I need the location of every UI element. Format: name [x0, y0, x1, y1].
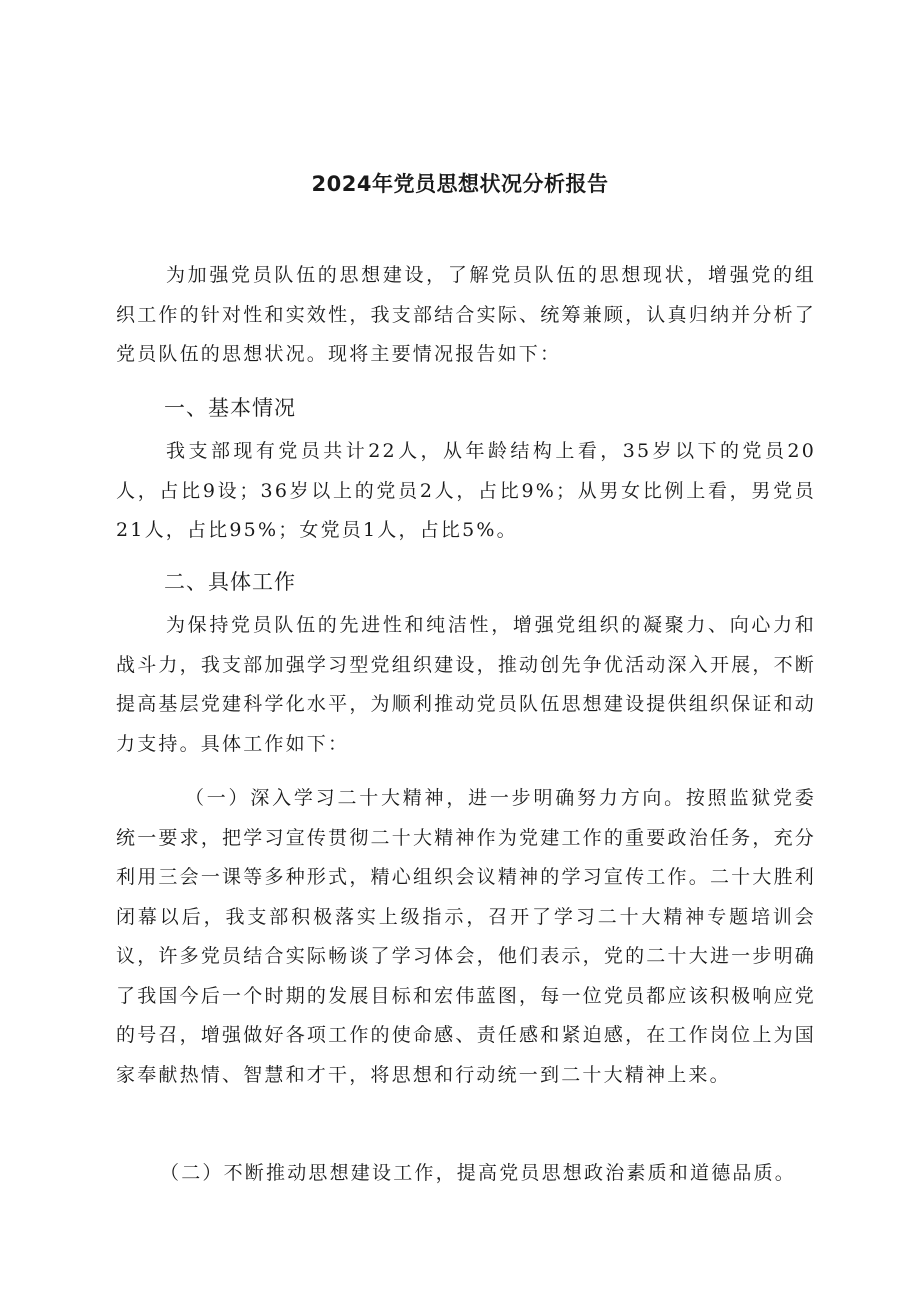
section-body-work: 为保持党员队伍的先进性和纯洁性，增强党组织的凝聚力、向心力和战斗力，我支部加强学习型党组织建设，推动创先争优活动深入开展，不断提高基层党建科学化水平，为顺利推动党员队伍思想建设提供组织保证和动力支持。具体工作如下：: [116, 614, 816, 755]
document-title: 2024年党员思想状况分析报告: [311, 172, 609, 196]
section-heading-work: 二、具体工作: [164, 570, 296, 594]
subsection-paragraph-2: （二）不断推动思想建设工作，提高党员思想政治素质和道德品质。: [160, 1162, 797, 1184]
intro-paragraph: 为加强党员队伍的思想建设，了解党员队伍的思想现状，增强党的组织工作的针对性和实效性，我支部结合实际、统筹兼顾，认真归纳并分析了党员队伍的思想状况。现将主要情况报告如下：: [116, 264, 816, 365]
section-heading-basic: 一、基本情况: [164, 396, 296, 420]
subsection-paragraph-1: （一）深入学习二十大精神，进一步明确努力方向。按照监狱党委统一要求，把学习宣传贯彻二十大精神作为党建工作的重要政治任务，充分利用三会一课等多种形式，精心组织会议精神的学习宣传工作。二十大胜利闭幕以后，我支部积极落实上级指示，召开了学习二十大精神专题培训会议，许多党员结合实际畅谈了学习体会，他们表示，党的二十大进一步明确了我国今后一个时期的发展目标和宏伟蓝图，每一位党员都应该积极响应党的号召，增强做好各项工作的使命感、责任感和紧迫感，在工作岗位上为国家奉献热情、智慧和才干，将思想和行动统一到二十大精神上来。: [116, 787, 816, 1086]
section-body-basic: 我支部现有党员共计22人，从年龄结构上看，35岁以下的党员20人，占比9设；36岁以上的党员2人，占比9%；从男女比例上看，男党员21人，占比95%；女党员1人，占比5%。: [116, 440, 816, 541]
